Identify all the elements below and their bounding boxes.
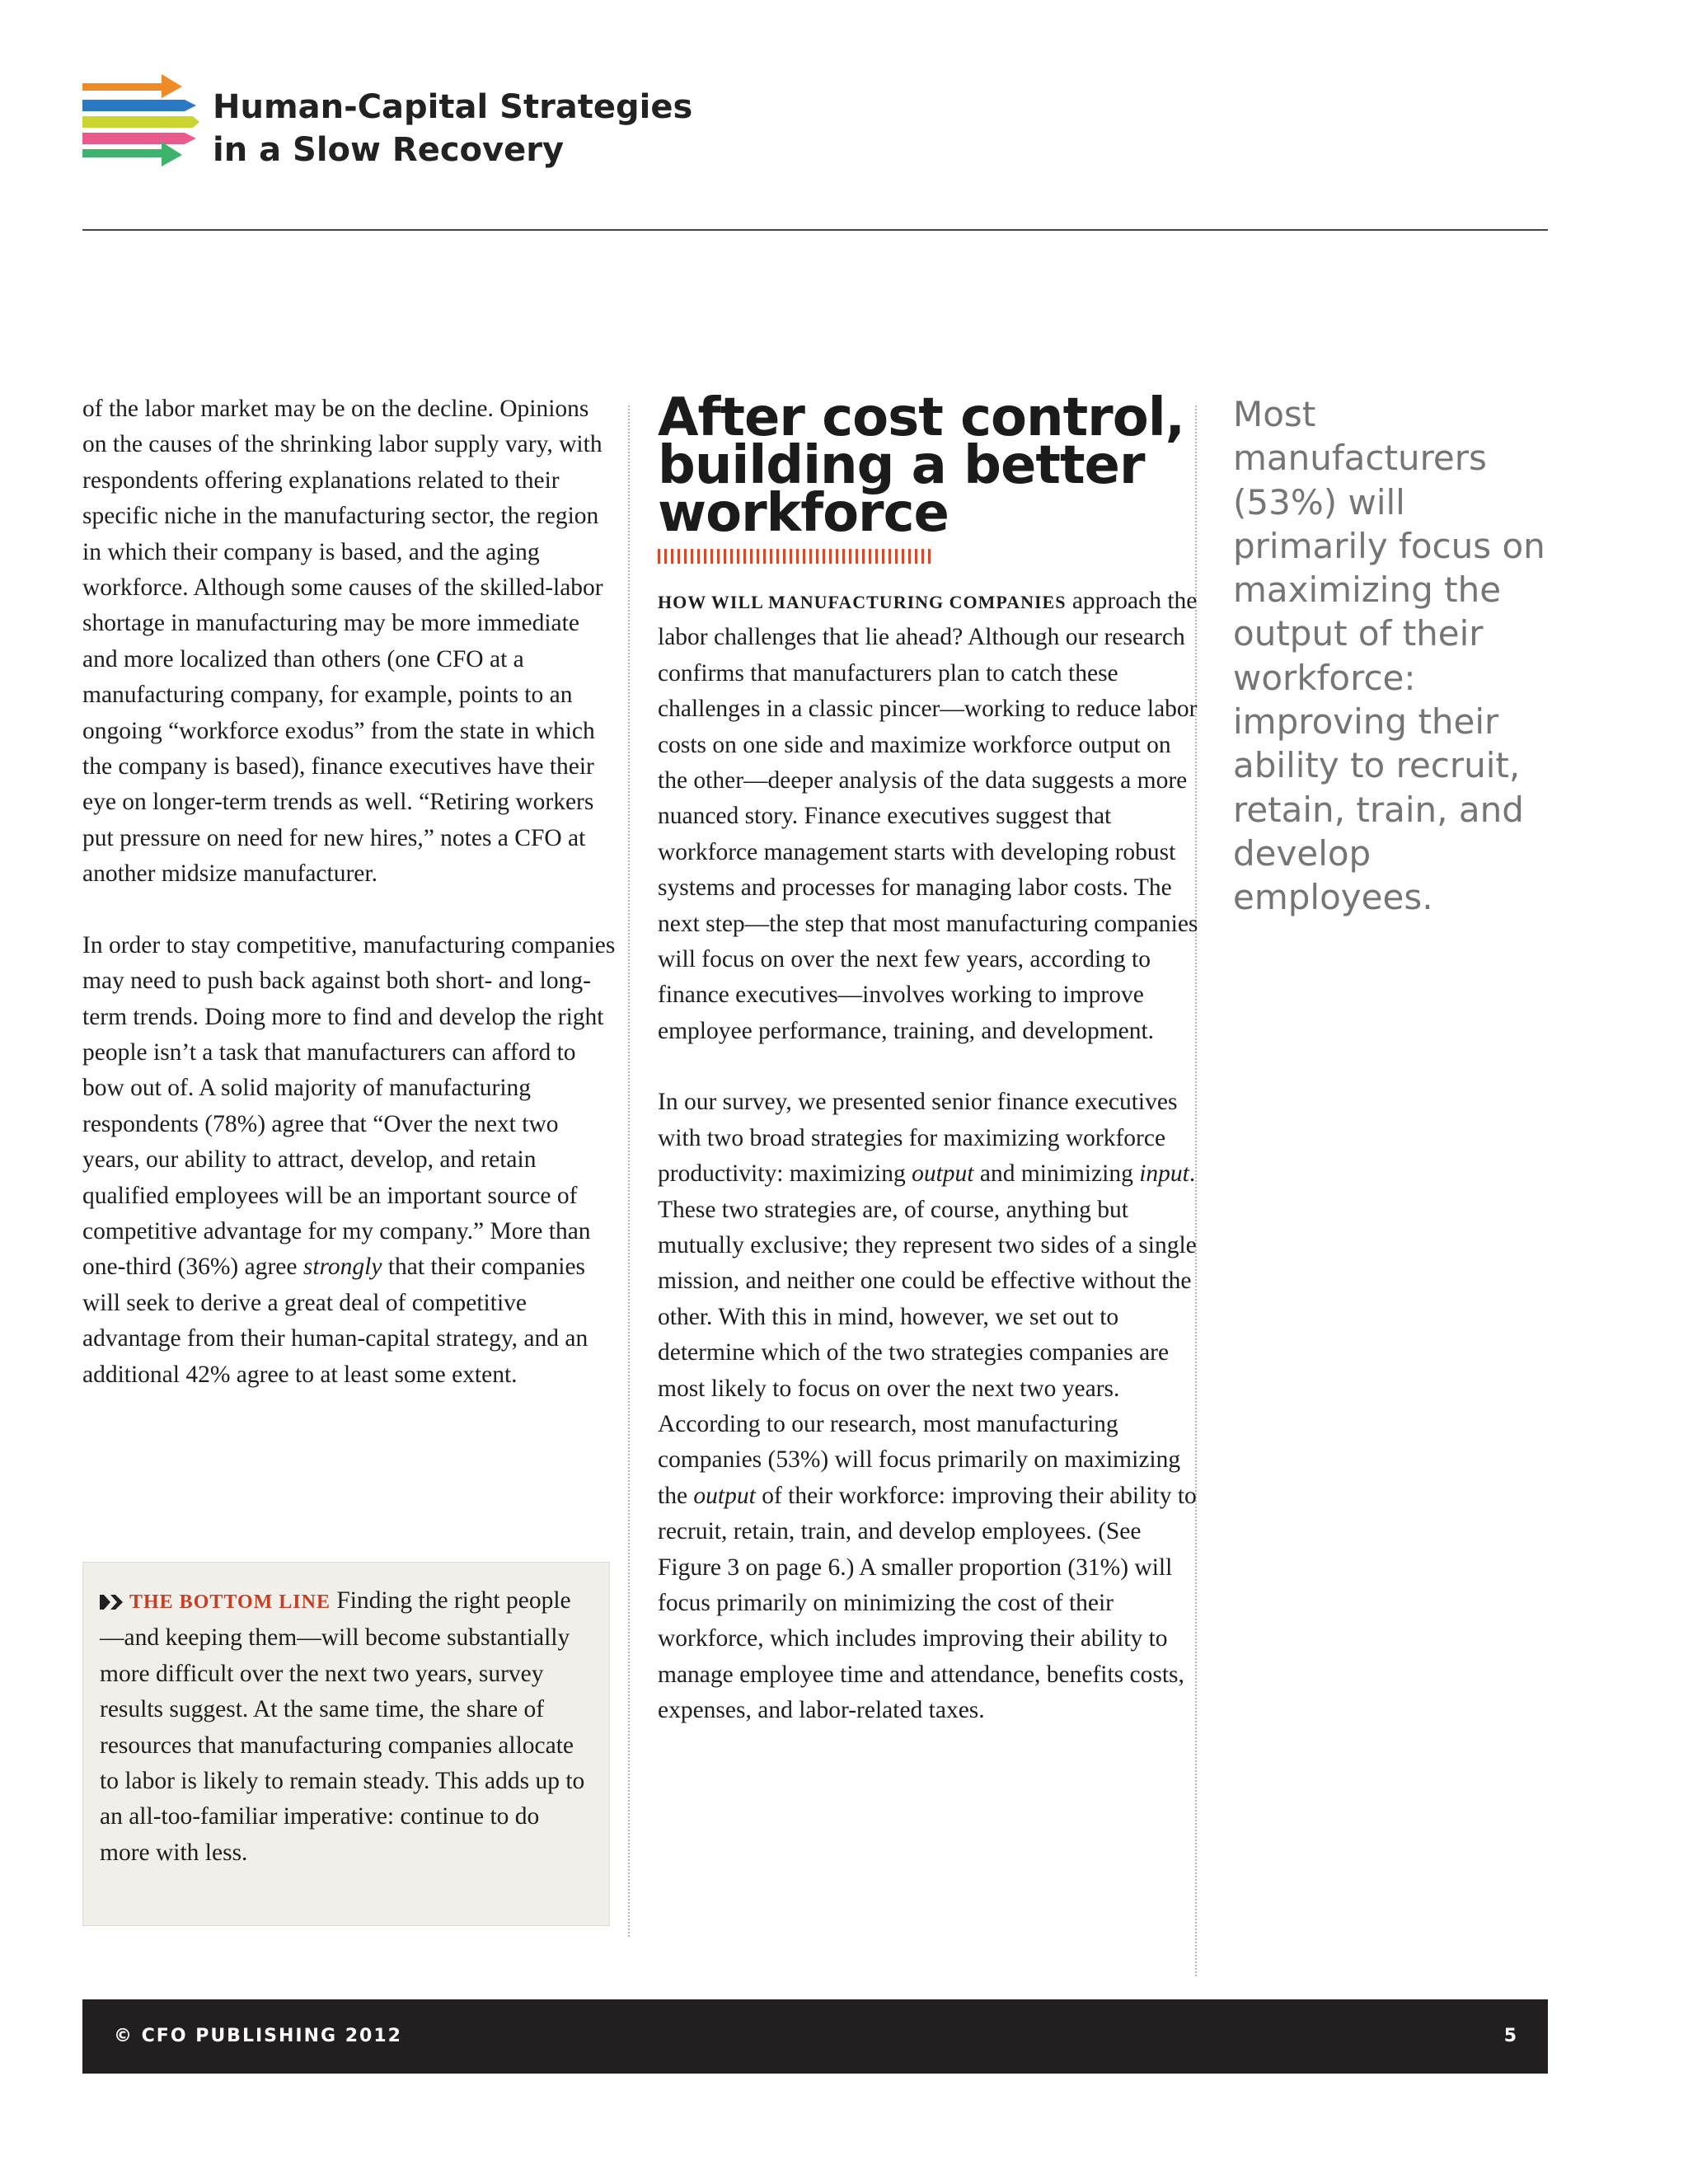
bottom-line-callout [82,1562,610,1926]
middle-paragraph-2-part-c: . These two strategies are, of course, anything but mutually exclusive; they represent two sides of a single mission, and neither one could be effective without the other. With this in mind, however, we set out to determine which of the two strategies companies are most likely to focus on over the next two years. According to our research, most manufacturing companies (53%) will focus primarily on maximizing the [658,1160,1197,1509]
middle-paragraph-2-part-d: of their workforce: improving their ability to recruit, retain, train, and develop employees. (See Figure 3 on page 6.) A smaller proportion (31%) will focus primarily on minimizing the cost of their workforce, which includes improving their ability to manage employee time and attendance, benefits costs, expenses, and labor-related taxes. [658,1482,1197,1724]
header-divider [82,229,1548,231]
logo-stripe-blue [82,100,196,111]
middle-paragraph-2-part-a: In our survey, we presented senior finance executives with two broad strategies for maximizing workforce productivity: maximizing [658,1089,1178,1188]
left-paragraph-2-emphasis: strongly [302,1254,382,1281]
footer-bar [82,1999,1548,2074]
middle-paragraph-2-emphasis-output-2: output [693,1482,756,1509]
pull-quote: Most manufacturers (53%) will primarily focus on maximizing the output of their workforce: improving their ability to recruit, retain, train, and develop employees. [1233,394,1545,918]
lead-in-caps: HOW WILL MANUFACTURING COMPANIES [658,592,1067,612]
report-title-line-1: Human-Capital Strategies [213,88,693,126]
middle-paragraph-2 [658,1085,1202,1728]
middle-paragraph-1-body: approach the labor challenges that lie ahead? Although our research confirms that manufacturers plan to catch these challenges in a classic pincer—working to reduce labor costs on one side and maximize workforce output on the other—deeper analysis of the data suggests a more nuanced story. Finance executives suggest that workforce management starts with developing robust systems and processes for managing labor costs. The next step—the step that most manufacturing companies will focus on over the next few years, according to finance executives—involves working to improve employee performance, training, and development. [658,588,1198,1044]
left-paragraph-1: of the labor market may be on the decline. Opinions on the causes of the shrinking labor supply vary, with respondents offering explanations related to their specific niche in the manufacturing sector, the region in which their company is based, and the aging workforce. Although some causes of the skilled-labor shortage in manufacturing may be more immediate and more localized than others (one CFO at a manufacturing company, for example, points to an ongoing “workforce exodus” from the state in which the company is based), finance executives have their eye on longer-term trends as well. “Retiring workers put pressure on need for new hires,” notes a CFO at another midsize manufacturer. [82,396,603,888]
left-paragraph-2-part-a: In order to stay competitive, manufacturing companies may need to push back against both short- and long-term trends. Doing more to find and develop the right people isn’t a task that manufacturers can afford to bow out of. A solid majority of manufacturing respondents (78%) agree that “Over the next two years, our ability to attract, develop, and retain qualified employees will be an important source of competitive advantage for my company.” More than one-third (36%) agree [82,931,616,1281]
logo-arrow-stripes-icon [82,74,202,181]
column-divider-left [628,405,630,1937]
middle-paragraph-1 [658,583,1202,1049]
footer-copyright: © CFO PUBLISHING 2012 [114,2026,402,2046]
report-title [213,86,692,171]
heading-tick-rule [658,549,935,564]
logo-stripe-pink [82,133,196,144]
report-title-line-2: in a Slow Recovery [213,131,565,169]
left-column [82,391,618,1393]
left-paragraph-2-part-b: that their companies will seek to derive a great deal of competitive advantage from their human-capital strategy, and an additional 42% agree to at least some extent. [82,1254,588,1388]
bottom-line-body: Finding the right people—and keeping them—will become substantially more difficult over the next two years, survey results suggest. At the same time, the share of resources that manufacturing companies allocate to labor is likely to remain steady. This adds up to an all-too-familiar imperative: continue to do more with less. [100,1587,585,1866]
middle-paragraph-2-part-b: and minimizing [973,1160,1140,1188]
left-paragraph-2 [82,928,618,1393]
middle-paragraph-2-emphasis-output: output [912,1160,974,1188]
middle-paragraph-2-emphasis-input: input [1139,1160,1189,1188]
double-arrow-icon [100,1595,126,1610]
logo-stripe-green [82,142,182,166]
logo-stripe-yellow [82,116,199,128]
bottom-line-label: THE BOTTOM LINE [129,1591,331,1613]
page-number: 5 [1503,2026,1517,2046]
middle-column [658,387,1202,1729]
section-heading: After cost control, building a better workforce [658,387,1184,544]
logo-stripe-orange [82,74,182,98]
bottom-line-text [100,1583,593,1871]
